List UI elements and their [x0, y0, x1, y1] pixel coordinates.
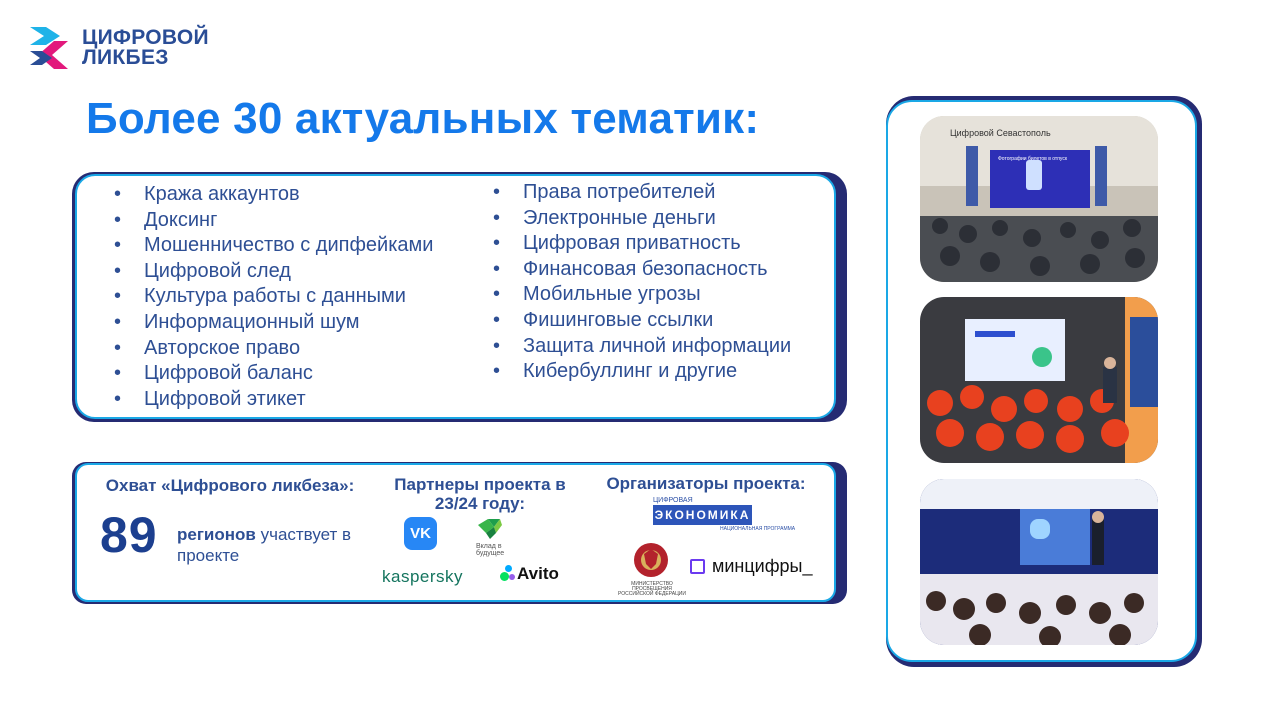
avito-text: Avito — [517, 564, 559, 583]
logo-line-2: ЛИКБЕЗ — [82, 46, 169, 69]
regions-bold: регионов — [177, 525, 256, 544]
topics-list-right — [493, 180, 813, 385]
organizers-heading: Организаторы проекта: — [606, 474, 806, 493]
audience-photo-icon — [920, 297, 1158, 463]
topic-item: • Права потребителей — [493, 180, 813, 206]
topics-list-left — [114, 182, 474, 412]
event-photo-1 — [920, 116, 1158, 282]
mintsifry-logo — [690, 558, 820, 578]
mintsifry-mark-icon — [690, 559, 705, 574]
logo-line-1: ЦИФРОВОЙ — [82, 26, 209, 49]
avito-dot-icon — [505, 565, 512, 572]
vklad-text: Вклад в будущее — [476, 543, 505, 557]
event-photo-2 — [920, 297, 1158, 463]
topic-item: • Кибербуллинг и другие — [493, 359, 813, 385]
topic-item: • Культура работы с данными — [114, 284, 474, 310]
topic-item: • Авторское право — [114, 336, 474, 362]
logo — [30, 27, 230, 71]
topic-item: • Цифровой след — [114, 259, 474, 285]
ministry-caption: МИНИСТЕРСТВО ПРОСВЕЩЕНИЯ РОССИЙСКОЙ ФЕДЕРАЦИИ — [618, 581, 686, 597]
econ-logo: ЭКОНОМИКА — [653, 505, 752, 525]
topic-item: • Цифровой этикет — [114, 387, 474, 413]
avito-dot-icon — [500, 572, 509, 581]
page-title: Более 30 актуальных тематик: — [86, 94, 760, 143]
hall-photo-icon — [920, 479, 1158, 645]
logo-text — [82, 28, 209, 68]
topic-item: • Защита личной информации — [493, 334, 813, 360]
coverage-heading: Охват «Цифрового ликбеза»: — [105, 476, 355, 495]
topic-item: • Кража аккаунтов — [114, 182, 474, 208]
topic-item: • Информационный шум — [114, 310, 474, 336]
avito-dot-icon — [509, 574, 515, 580]
partners-heading: Партнеры проекта в 23/24 году: — [394, 475, 566, 513]
topic-item: • Фишинговые ссылки — [493, 308, 813, 334]
topic-item: • Доксинг — [114, 208, 474, 234]
mintsifry-text: минцифры_ — [712, 556, 813, 576]
regions-caption — [177, 524, 367, 566]
regions-text: участвует в проекте — [177, 525, 352, 565]
classroom-photo-icon — [920, 116, 1158, 282]
topic-item: • Мобильные угрозы — [493, 282, 813, 308]
topic-item: • Цифровой баланс — [114, 361, 474, 387]
econ-sub: НАЦИОНАЛЬНАЯ ПРОГРАММА — [720, 526, 796, 532]
event-photo-3 — [920, 479, 1158, 645]
avito-logo — [500, 564, 566, 584]
photo1-caption: Цифровой Севастополь — [950, 128, 1051, 138]
econ-label: ЦИФРОВАЯ — [653, 497, 693, 504]
ministry-emblem-icon — [630, 540, 672, 580]
topic-item: • Цифровая приватность — [493, 231, 813, 257]
topic-item: • Финансовая безопасность — [493, 257, 813, 283]
topic-item: • Мошенничество с дипфейками — [114, 233, 474, 259]
kaspersky-logo: kaspersky — [382, 567, 464, 586]
photo1-screen-text: Фотографии билетов в отпуск — [998, 156, 1068, 162]
topic-item: • Электронные деньги — [493, 206, 813, 232]
vk-logo: VK — [404, 517, 437, 550]
regions-count: 89 — [100, 507, 158, 563]
logo-mark-icon — [30, 27, 68, 69]
